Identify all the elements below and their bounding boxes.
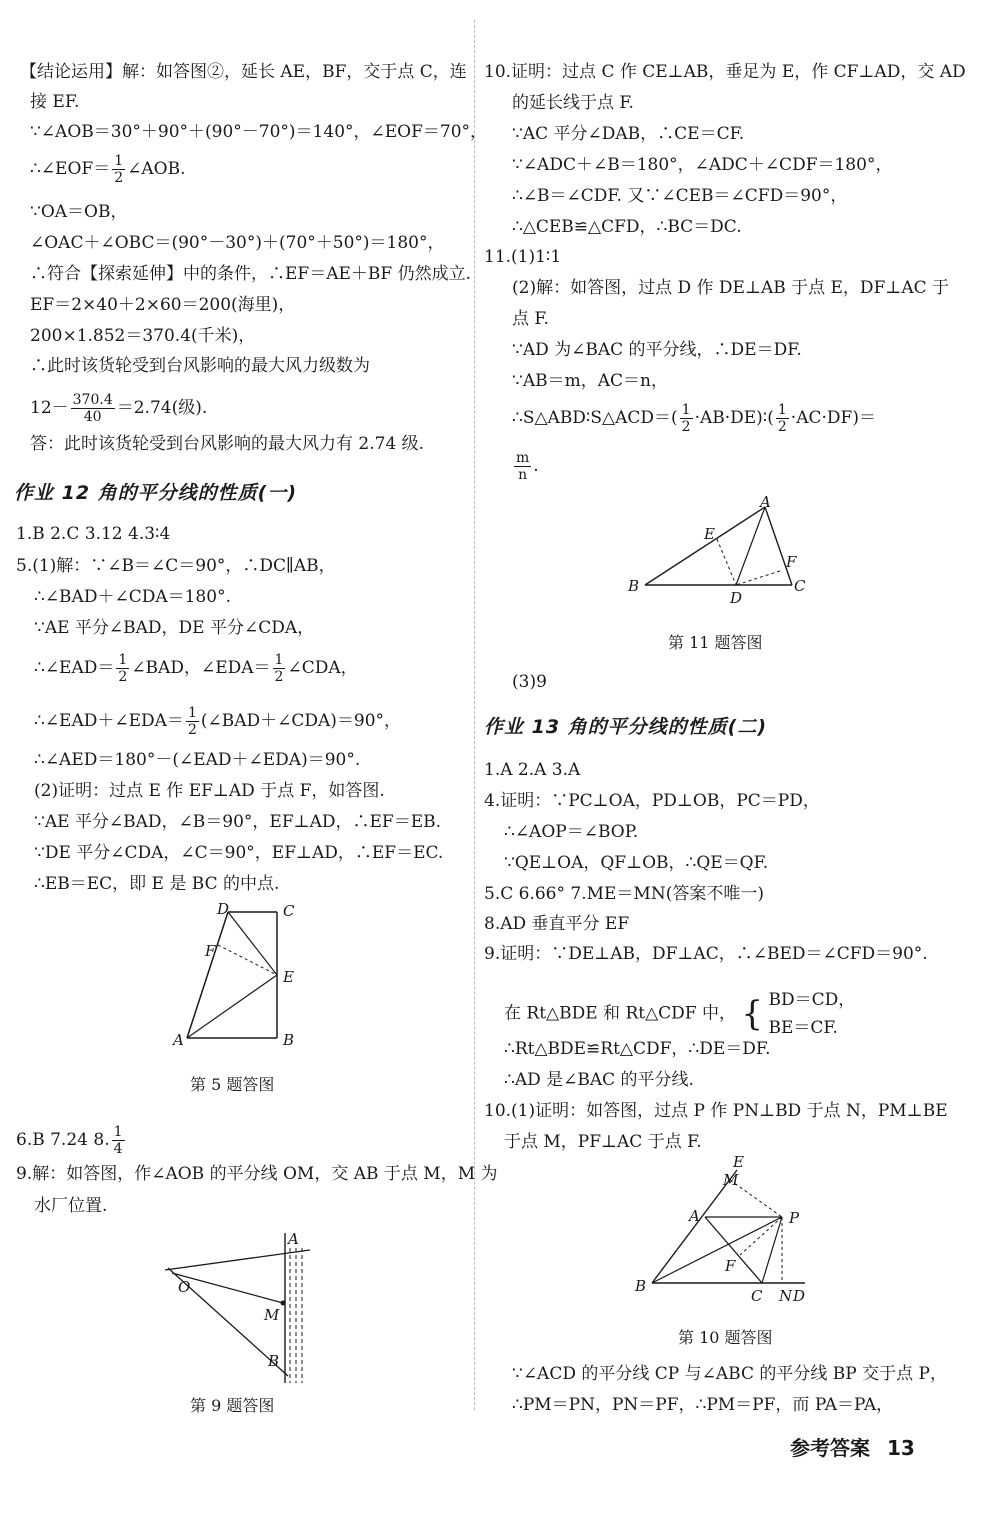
fig11-label: A — [760, 495, 771, 511]
fraction-line: ∴∠EAD＋∠EDA＝ $\frac{1}{2}$ (∠BAD＋∠CDA)＝90°， — [34, 705, 402, 738]
fig10-label: B — [635, 1277, 647, 1295]
column-divider — [474, 20, 476, 1410]
fig5-label: F — [205, 942, 216, 960]
text-line: ∴△CEB≌△CFD，∴BC＝DC. — [512, 217, 742, 237]
fig10-label: C — [751, 1287, 763, 1305]
text-line: ∵QE⊥OA，QF⊥OB，∴QE＝QF. — [504, 853, 769, 873]
figure-9-caption: 第 9 题答图 — [190, 1396, 275, 1415]
text-line: ∵OA＝OB， — [30, 202, 128, 222]
fig5-segment-fe — [218, 945, 277, 975]
text-line: 于点 M，PF⊥AC 于点 F. — [504, 1132, 702, 1152]
text-line: ∵∠ACD 的平分线 CP 与∠ABC 的平分线 BP 交于点 P， — [512, 1364, 947, 1384]
fraction-line: $\frac{m}{n}$ . — [516, 450, 539, 483]
fig11-label: B — [628, 577, 640, 595]
text-line: 水厂位置. — [34, 1196, 108, 1216]
text-line: 200×1.852＝370.4(千米)， — [30, 326, 256, 346]
text-fragment: 12－ — [30, 398, 69, 418]
section-heading-hw13: 作业 13 角的平分线的性质(二) — [484, 716, 768, 738]
fig9-label: A — [288, 1230, 299, 1248]
figure-9-diagram — [160, 1228, 320, 1388]
text-fragment: ∴∠EOF＝ — [30, 159, 111, 179]
text-line: 10.(1)证明：如答图，过点 P 作 PN⊥BD 于点 N，PM⊥BE — [484, 1101, 948, 1121]
text-line: (3)9 — [512, 672, 547, 692]
fig9-ray-oa — [165, 1250, 310, 1270]
text-line: ∴此时该货轮受到台风影响的最大风力级数为 — [30, 356, 370, 376]
text-line: ∴符合【探索延伸】中的条件，∴EF＝AE＋BF 仍然成立. — [30, 264, 471, 284]
text-fragment: ∠AOB. — [127, 159, 186, 179]
text-line: 9.解：如答图，作∠AOB 的平分线 OM，交 AB 于点 M，M 为 — [16, 1164, 498, 1184]
text-line: ∵DE 平分∠CDA，∠C＝90°，EF⊥AD，∴EF＝EC. — [34, 843, 444, 863]
fig5-label: E — [283, 968, 294, 986]
text-line: (2)证明：过点 E 作 EF⊥AD 于点 F，如答图. — [34, 781, 385, 801]
fig10-label: N — [779, 1287, 793, 1305]
text-line: ∴AD 是∠BAC 的平分线. — [504, 1070, 694, 1090]
text-line: 5.(1)解：∵∠B＝∠C＝90°，∴DC∥AB， — [16, 556, 336, 576]
fig9-label: M — [264, 1306, 280, 1324]
fig11-segment-df — [736, 571, 780, 585]
text-line: 1.A 2.A 3.A — [484, 760, 581, 780]
text-line: 点 F. — [512, 309, 549, 329]
text-line: (2)解：如答图，过点 D 作 DE⊥AB 于点 E，DF⊥AC 于 — [512, 278, 950, 298]
text-line: ∵AB＝m，AC＝n， — [512, 371, 668, 391]
fig10-segment-bp — [652, 1217, 782, 1283]
text-line: EF＝2×40＋2×60＝200(海里)， — [30, 295, 296, 315]
fig9-point-m — [281, 1301, 286, 1306]
fig11-label: F — [786, 553, 797, 571]
figure-11-diagram — [620, 495, 820, 610]
fig11-segment-de — [717, 539, 736, 585]
text-line: ∴∠B＝∠CDF. 又∵∠CEB＝∠CFD＝90°， — [512, 186, 848, 206]
fig10-label: P — [789, 1209, 800, 1227]
fig5-label: D — [217, 900, 230, 918]
text-line: ∴Rt△BDE≌Rt△CDF，∴DE＝DF. — [504, 1039, 771, 1059]
fraction-line: 6.B 7.24 8. $\frac{1}{4}$ — [16, 1124, 123, 1157]
figure-10-caption: 第 10 题答图 — [678, 1328, 773, 1347]
fraction-line — [30, 153, 185, 186]
text-line: ∵∠ADC＋∠B＝180°，∠ADC＋∠CDF＝180°， — [512, 155, 893, 175]
text-line: ∵AE 平分∠BAD，DE 平分∠CDA， — [34, 618, 315, 638]
text-line: 【结论运用】解：如答图②，延长 AE，BF，交于点 C，连 — [20, 62, 467, 82]
fraction-line: ∴∠EAD＝ $\frac{1}{2}$ ∠BAD，∠EDA＝ $\frac{1}{2}$ ∠CDA， — [34, 652, 358, 685]
fig5-label: C — [283, 902, 295, 920]
text-line: ∵AD 为∠BAC 的平分线，∴DE＝DF. — [512, 340, 802, 360]
text-line: 接 EF. — [30, 92, 80, 112]
fig5-segment-ae — [187, 975, 277, 1038]
text-line: ∴∠AOP＝∠BOP. — [504, 822, 639, 842]
text-line: 1.B 2.C 3.12 4.3∶4 — [16, 524, 171, 544]
fig11-label: E — [704, 525, 715, 543]
figure-10-diagram — [625, 1155, 825, 1310]
fig11-segment-ab — [645, 507, 765, 585]
figure-5-caption: 第 5 题答图 — [190, 1075, 275, 1094]
text-line: 10.证明：过点 C 作 CE⊥AB，垂足为 E，作 CF⊥AD，交 AD — [484, 62, 966, 82]
fig10-label: M — [723, 1171, 739, 1189]
text-fragment: ＝2.74(级). — [116, 398, 208, 418]
text-line: ∴EB＝EC，即 E 是 BC 的中点. — [34, 874, 280, 894]
text-line: 4.证明：∵PC⊥OA，PD⊥OB，PC＝PD， — [484, 791, 820, 811]
fig10-label: E — [733, 1155, 744, 1171]
fig5-segment-ad — [187, 912, 228, 1038]
section-heading-hw12: 作业 12 角的平分线的性质(一) — [14, 482, 298, 504]
fig5-label: B — [283, 1031, 295, 1049]
text-line: ∵AE 平分∠BAD，∠B＝90°，EF⊥AD，∴EF＝EB. — [34, 812, 442, 832]
brace-system: 在 Rt△BDE 和 Rt△CDF 中， { BD＝CD， BE＝CF. — [504, 990, 856, 1038]
text-line: 8.AD 垂直平分 EF — [484, 914, 630, 934]
fraction: $\frac{1}{2}$ — [114, 153, 124, 186]
fig9-label: O — [178, 1278, 191, 1296]
text-line: ∴∠AED＝180°－(∠EAD＋∠EDA)＝90°. — [34, 750, 361, 770]
page-number: 13 — [886, 1436, 915, 1460]
brace-glyph: { — [741, 994, 764, 1034]
fig5-label: A — [173, 1031, 184, 1049]
text-line: 11.(1)1∶1 — [484, 247, 562, 267]
fig11-segment-ad — [736, 507, 765, 585]
fig11-segment-ac — [765, 507, 792, 585]
fig5-segment-de — [228, 912, 277, 975]
fraction-line: ∴S△ABD∶S△ACD＝( $\frac{1}{2}$ ·AB·DE)∶( $\frac{1}{2}$ ·AC·DF)＝ — [512, 402, 876, 435]
text-line: ∵AC 平分∠DAB，∴CE＝CF. — [512, 124, 745, 144]
text-line: ∠OAC＋∠OBC＝(90°－30°)＋(70°＋50°)＝180°， — [30, 233, 445, 253]
fig9-label: B — [268, 1352, 280, 1370]
text-line: 的延长线于点 F. — [512, 93, 634, 113]
text-line: ∵∠AOB＝30°＋90°＋(90°－70°)＝140°，∠EOF＝70°， — [30, 122, 488, 142]
fig10-label: A — [689, 1207, 700, 1225]
fraction: $\frac{370.4}{40}$ — [72, 392, 113, 425]
fig10-label: D — [793, 1287, 806, 1305]
text-line: 5.C 6.66° 7.ME＝MN(答案不唯一) — [484, 884, 764, 904]
footer-label: 参考答案 — [790, 1436, 870, 1460]
fig11-label: D — [730, 589, 743, 607]
text-line: 9.证明：∵DE⊥AB，DF⊥AC，∴∠BED＝∠CFD＝90°. — [484, 944, 928, 964]
figure-11-caption: 第 11 题答图 — [668, 633, 763, 652]
fraction-line — [30, 392, 207, 425]
text-line: ∴∠BAD＋∠CDA＝180°. — [34, 587, 231, 607]
text-fragment: 在 Rt△BDE 和 Rt△CDF 中， — [504, 1003, 736, 1024]
page-footer — [790, 1432, 915, 1461]
fig11-label: C — [794, 577, 806, 595]
text-line: ∴PM＝PN，PN＝PF，∴PM＝PF，而 PA＝PA， — [512, 1395, 894, 1415]
fig10-label: F — [725, 1257, 736, 1275]
text-line: 答：此时该货轮受到台风影响的最大风力有 2.74 级. — [30, 434, 425, 454]
fig10-segment-cp — [762, 1217, 782, 1283]
figure-5-diagram — [165, 900, 315, 1050]
